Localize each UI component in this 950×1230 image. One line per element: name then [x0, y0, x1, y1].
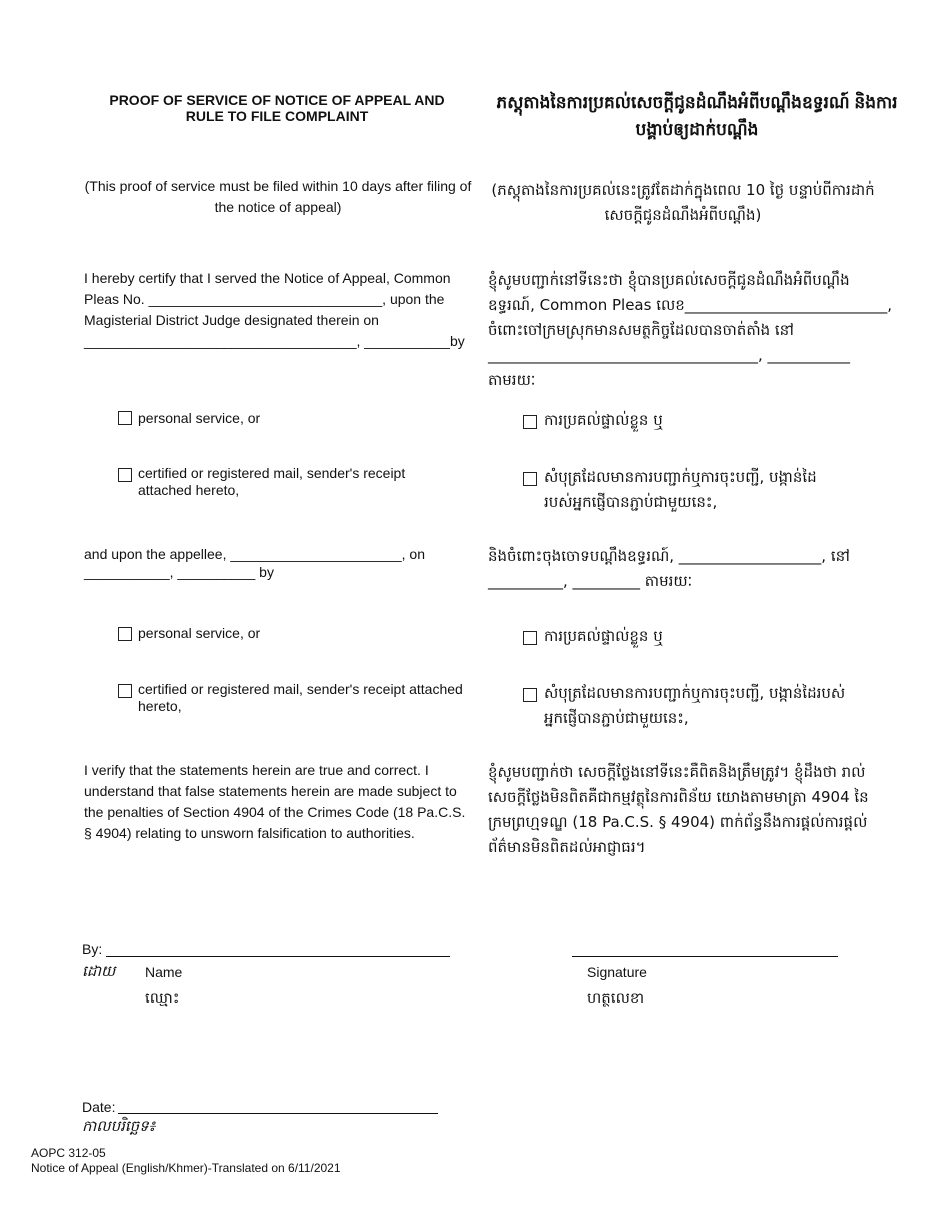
signature-line[interactable] — [572, 956, 838, 957]
certify-en-line-2: Pleas No. ______________________________, upon the — [84, 291, 445, 307]
title-khmer: ភស្តុតាងនៃការប្រគល់សេចក្តីជូនដំណឹងអំពីបណ្តឹងឧទ្ធរណ៍ និងការបង្គាប់ឲ្យដាក់បណ្តឹង — [496, 93, 898, 139]
by-signature-line[interactable] — [106, 956, 450, 957]
appellee-en-line-2: ___________, __________ by — [84, 564, 274, 580]
appellee-mail-km-line-1: សំបុត្រដែលមានការបញ្ជាក់ឬការចុះបញ្ជី, បង្កាន់ដៃរបស់ — [544, 684, 846, 702]
form-description: Notice of Appeal (English/Khmer)-Translated on 6/11/2021 — [31, 1161, 341, 1175]
signature-label-khmer: ហត្ថលេខា — [587, 989, 645, 1007]
signature-label: Signature — [587, 964, 647, 980]
name-label-khmer: ឈ្មោះ — [145, 989, 180, 1007]
appellee-km-line-2: __________, _________ តាមរយៈ — [488, 572, 693, 590]
instruction-khmer: (ភស្តុតាងនៃការប្រគល់នេះត្រូវតែដាក់ក្នុងពេល 10 ថ្ងៃ បន្ទាប់ពីការដាក់សេចក្តីជូនដំណឹងអំពីបណ្តឹង) — [491, 181, 875, 224]
appellee-khmer — [488, 544, 850, 594]
appellee-mail-service-label — [138, 681, 463, 715]
verify-km-line-2: សេចក្តីថ្លែងមិនពិតគឺជាកម្មវត្ថុនៃការពិន័យ យោងតាមមាត្រា 4904 នៃ — [488, 788, 869, 806]
judge-personal-service-label: personal service, or — [138, 410, 261, 426]
verify-en-line-3: the penalties of Section 4904 of the Crimes Code (18 Pa.C.S. — [84, 804, 466, 820]
certify-en-line-4: ___________________________________, ___________by — [84, 333, 465, 349]
form-id: AOPC 312-05 — [31, 1146, 106, 1160]
certify-km-line-5: តាមរយៈ — [488, 371, 536, 389]
verify-km-line-1: ខ្ញុំសូមបញ្ជាក់ថា សេចក្តីថ្លែងនៅទីនេះគឺពិតនិងត្រឹមត្រូវ។ ខ្ញុំដឹងថា រាល់ — [488, 763, 866, 781]
by-label-khmer: ដោយ — [82, 962, 116, 980]
certify-khmer — [488, 268, 908, 393]
verify-km-line-3: ក្រមព្រហ្មទណ្ឌ (18 Pa.C.S. § 4904) ពាក់ព័ន្ធនឹងការផ្តល់ការផ្តល់ — [488, 813, 868, 831]
judge-mail-km-line-2: របស់អ្នកផ្ញើបានភ្ជាប់ជាមួយនេះ, — [544, 493, 718, 511]
appellee-personal-service-label-km: ការប្រគល់ផ្ទាល់ខ្លួន ឬ — [544, 627, 663, 645]
date-label: Date: — [82, 1099, 116, 1115]
judge-mail-en-line-1: certified or registered mail, sender's receipt — [138, 465, 406, 481]
appellee-en-line-1: and upon the appellee, ______________________, on — [84, 546, 425, 562]
verify-khmer — [488, 760, 908, 860]
judge-mail-service-checkbox[interactable] — [118, 468, 132, 482]
certify-km-line-3: ចំពោះចៅក្រមស្រុកមានសមត្ថកិច្ចដែលបានចាត់តាំង នៅ — [488, 321, 794, 339]
appellee-personal-service-checkbox-km[interactable] — [523, 631, 537, 645]
appellee-mail-en-line-2: hereto, — [138, 698, 182, 714]
date-label-khmer: កាលបរិច្ឆេទ៖ — [82, 1117, 156, 1135]
appellee-mail-en-line-1: certified or registered mail, sender's receipt attached — [138, 681, 463, 697]
verify-en-line-2: understand that false statements herein are made subject to — [84, 783, 457, 799]
judge-personal-service-checkbox[interactable] — [118, 411, 132, 425]
name-label: Name — [145, 964, 183, 980]
judge-mail-service-label — [138, 465, 405, 499]
appellee-mail-km-line-2: អ្នកផ្ញើបានភ្ជាប់ជាមួយនេះ, — [544, 709, 689, 727]
judge-personal-service-checkbox-km[interactable] — [523, 415, 537, 429]
certify-en-line-3: Magisterial District Judge designated therein on — [84, 312, 379, 328]
verify-english — [84, 760, 484, 844]
appellee-personal-service-label: personal service, or — [138, 625, 261, 641]
judge-mail-km-line-1: សំបុត្រដែលមានការបញ្ជាក់ឬការចុះបញ្ជី, បង្កាន់ដៃ — [544, 468, 817, 486]
verify-en-line-1: I verify that the statements herein are true and correct. I — [84, 762, 429, 778]
by-label: By: — [82, 941, 103, 957]
appellee-mail-service-checkbox-km[interactable] — [523, 688, 537, 702]
certify-english — [84, 268, 484, 352]
certify-km-line-1: ខ្ញុំសូមបញ្ជាក់នៅទីនេះថា ខ្ញុំបានប្រគល់សេចក្តីជូនដំណឹងអំពីបណ្តឹង — [488, 271, 850, 289]
date-line[interactable] — [118, 1113, 438, 1114]
appellee-personal-service-checkbox[interactable] — [118, 627, 132, 641]
appellee-mail-service-checkbox[interactable] — [118, 684, 132, 698]
judge-personal-service-label-km: ការប្រគល់ផ្ទាល់ខ្លួន ឬ — [544, 411, 663, 429]
certify-km-line-4: ____________________________________, ___________ — [488, 346, 851, 364]
judge-mail-service-checkbox-km[interactable] — [523, 472, 537, 486]
verify-en-line-4: § 4904) relating to unsworn falsification to authorities. — [84, 825, 415, 841]
appellee-english — [84, 545, 425, 581]
verify-km-line-4: ព័ត៌មានមិនពិតដល់អាជ្ញាធរ។ — [488, 838, 646, 856]
appellee-mail-service-label-km — [544, 681, 845, 731]
judge-mail-en-line-2: attached hereto, — [138, 482, 240, 498]
title-english: PROOF OF SERVICE OF NOTICE OF APPEAL AND RULE TO FILE COMPLAINT — [109, 92, 445, 124]
certify-en-line-1: I hereby certify that I served the Notice of Appeal, Common — [84, 270, 451, 286]
judge-mail-service-label-km — [544, 465, 817, 515]
instruction-english: (This proof of service must be filed within 10 days after filing of the notice of appeal) — [84, 178, 472, 215]
certify-km-line-2: ឧទ្ធរណ៍, Common Pleas លេខ___________________________, — [488, 296, 893, 314]
appellee-km-line-1: និងចំពោះចុងចោទបណ្តឹងឧទ្ធរណ៍, ___________________, នៅ — [488, 547, 850, 565]
